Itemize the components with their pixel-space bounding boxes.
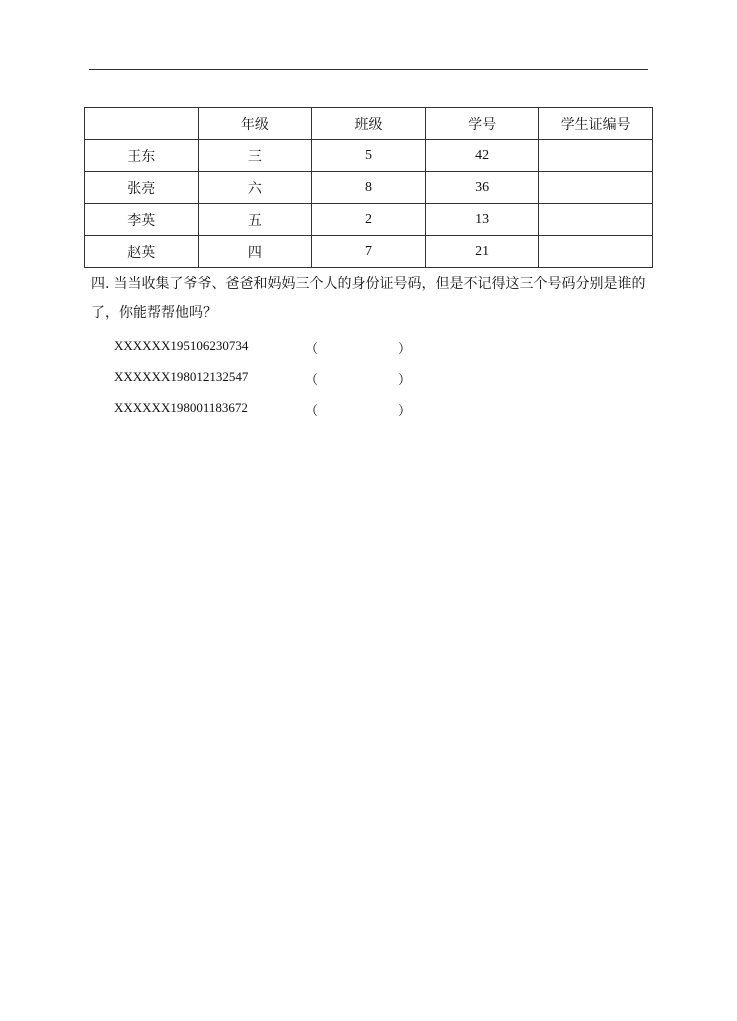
student-class: 8 — [312, 172, 426, 204]
student-card-id-blank — [539, 172, 653, 204]
table-row — [85, 236, 653, 268]
header-cell-class: 班级 — [312, 108, 426, 140]
answer-paren-close: ） — [398, 403, 412, 418]
question-number: 四. — [91, 276, 110, 292]
student-name: 赵英 — [85, 236, 199, 268]
student-grade: 六 — [198, 172, 312, 204]
header-cell-grade: 年级 — [198, 108, 312, 140]
student-number: 13 — [425, 204, 539, 236]
answer-paren-open: （ — [305, 372, 319, 387]
student-grade: 四 — [198, 236, 312, 268]
student-card-id-blank — [539, 236, 653, 268]
student-card-id-blank — [539, 140, 653, 172]
id-number-1: XXXXXX195106230734 — [114, 338, 249, 353]
question-text: 当当收集了爷爷、爸爸和妈妈三个人的身份证号码，但是不记得这三个号码分别是谁的了，你能帮帮他吗？ — [91, 276, 646, 321]
student-grade: 五 — [198, 204, 312, 236]
student-class: 5 — [312, 140, 426, 172]
student-class: 2 — [312, 204, 426, 236]
student-number: 36 — [425, 172, 539, 204]
header-cell-card-id: 学生证编号 — [539, 108, 653, 140]
header-cell-number: 学号 — [425, 108, 539, 140]
table-row — [85, 204, 653, 236]
student-name: 张亮 — [85, 172, 199, 204]
student-class: 7 — [312, 236, 426, 268]
answer-paren-close: ） — [398, 341, 412, 356]
header-rule — [89, 69, 648, 70]
student-number: 42 — [425, 140, 539, 172]
answer-paren-open: （ — [305, 403, 319, 418]
student-info-table — [84, 107, 653, 268]
student-grade: 三 — [198, 140, 312, 172]
student-name: 李英 — [85, 204, 199, 236]
answer-paren-close: ） — [398, 372, 412, 387]
table-header-row — [85, 108, 653, 140]
student-card-id-blank — [539, 204, 653, 236]
header-cell-empty — [85, 108, 199, 140]
answer-paren-open: （ — [305, 341, 319, 356]
question-four — [91, 270, 651, 328]
id-number-2: XXXXXX198012132547 — [114, 369, 249, 384]
table-row — [85, 172, 653, 204]
id-number-3: XXXXXX198001183672 — [114, 400, 248, 415]
table-row — [85, 140, 653, 172]
student-number: 21 — [425, 236, 539, 268]
student-name: 王东 — [85, 140, 199, 172]
